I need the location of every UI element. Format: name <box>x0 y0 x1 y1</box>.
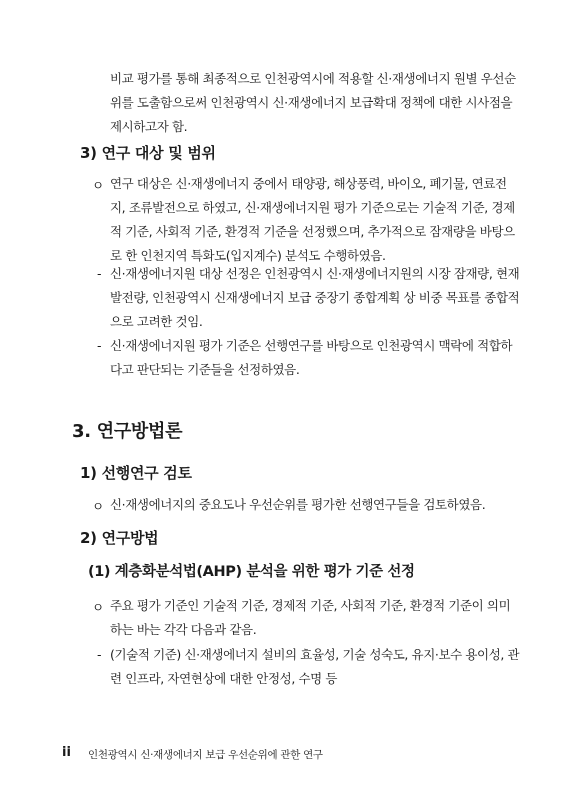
scope-bullet-text: 연구 대상은 신·재생에너지 중에서 태양광, 해상풍력, 바이오, 폐기물, 연료전지, 조류발전으로 하였고, 신·재생에너지원 평가 기준으로는 기술적 기준, 경제적 기준, 사회적 기준, 환경적 기준을 선정했으며, 추가적으로 잠재량을 바탕으로 한 인천지역 특화도(입지계수) 분석도 수행하였음. <box>110 176 515 263</box>
heading-methodology: 3. 연구방법론 <box>72 421 183 442</box>
dash-bullet-icon: - <box>97 266 102 281</box>
heading-scope: 3) 연구 대상 및 범위 <box>80 144 216 162</box>
prior-bullet-text: 신·재생에너지의 중요도나 우선순위를 평가한 선행연구들을 검토하였음. <box>110 497 486 512</box>
method-bullet-text: 주요 평가 기준인 기술적 기준, 경제적 기준, 사회적 기준, 환경적 기준이 의미하는 바는 각각 다음과 같음. <box>110 598 511 637</box>
scope-dash-text-2: 신·재생에너지원 평가 기준은 선행연구를 바탕으로 인천광역시 맥락에 적합하다고 판단되는 기준들을 선정하였음. <box>110 338 513 377</box>
dash-bullet-icon: - <box>97 647 102 662</box>
subheading-ahp: (1) 계층화분석법(AHP) 분석을 위한 평가 기준 선정 <box>88 564 415 580</box>
page-number: ii <box>62 745 71 760</box>
running-title: 인천광역시 신·재생에너지 보급 우선순위에 관한 연구 <box>88 749 323 761</box>
heading-research-method: 2) 연구방법 <box>80 529 159 547</box>
intro-paragraph: 비교 평가를 통해 최종적으로 인천광역시에 적용할 신·재생에너지 원별 우선순위를 도출함으로써 인천광역시 신·재생에너지 보급확대 정책에 대한 시사점을 제시하고자 함. <box>110 71 516 134</box>
circle-bullet-icon: ㅇ <box>92 600 105 615</box>
heading-prior-research: 1) 선행연구 검토 <box>80 464 192 482</box>
circle-bullet-icon: ㅇ <box>92 499 105 514</box>
method-dash-text: (기술적 기준) 신·재생에너지 설비의 효율성, 기술 성숙도, 유지·보수 용이성, 관련 인프라, 자연현상에 대한 안정성, 수명 등 <box>110 647 520 686</box>
dash-bullet-icon: - <box>97 338 102 353</box>
scope-dash-text-1: 신·재생에너지원 대상 선정은 인천광역시 신·재생에너지원의 시장 잠재량, 현재 발전량, 인천광역시 신재생에너지 보급 중장기 종합계획 상 비중 목표를 종합적으로 고려한 것임. <box>110 266 520 329</box>
circle-bullet-icon: ㅇ <box>92 178 105 193</box>
